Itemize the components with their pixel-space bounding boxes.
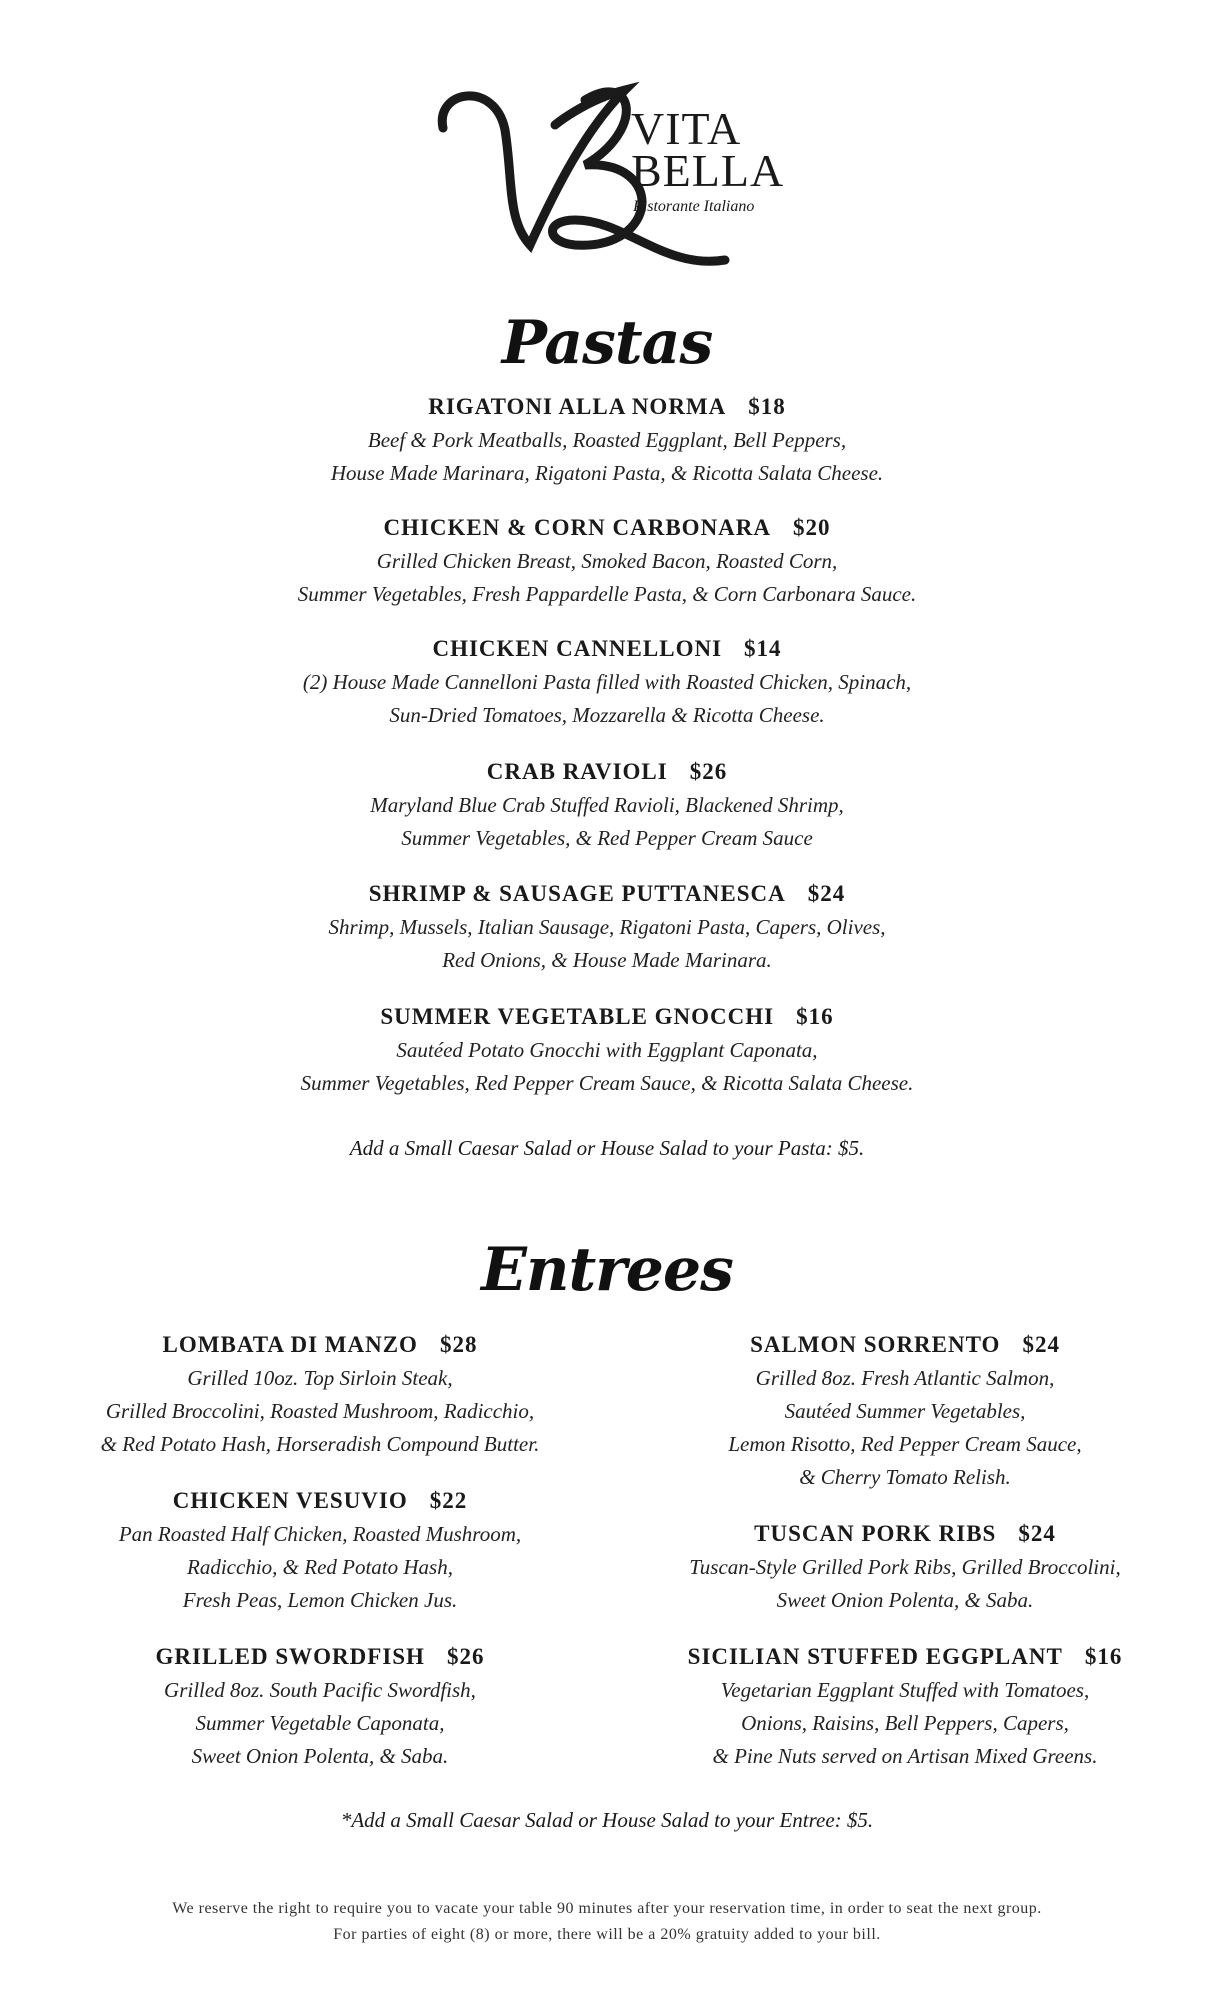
item-desc-line: Grilled 8oz. Fresh Atlantic Salmon, [755,1366,1055,1390]
item-price: $26 [689,759,728,784]
menu-item [40,1328,600,1461]
item-desc-line: Radicchio, & Red Potato Hash, [187,1555,453,1579]
menu-item [0,877,1214,977]
item-price: $24 [1022,1332,1060,1357]
item-desc-line: Maryland Blue Crab Stuffed Ravioli, Blackened Shrimp, [370,793,844,817]
brand-subtitle: Ristorante Italiano [633,198,755,215]
item-desc-line: Sweet Onion Polenta, & Saba. [776,1588,1034,1612]
item-price: $26 [446,1644,485,1669]
menu-item [0,390,1214,490]
policy-footer [0,1896,1214,1948]
item-desc-line: Red Onions, & House Made Marinara. [442,948,772,972]
item-price: $18 [748,394,786,419]
item-price: $16 [796,1004,834,1029]
item-desc-line: Summer Vegetables, Fresh Pappardelle Pasta, & Corn Carbonara Sauce. [297,582,917,606]
item-desc-line: Summer Vegetables, Red Pepper Cream Sauce, & Ricotta Salata Cheese. [300,1071,914,1095]
item-price: $28 [439,1332,478,1357]
restaurant-logo [435,70,795,280]
item-desc-line: Fresh Peas, Lemon Chicken Jus. [182,1588,458,1612]
item-name: RIGATONI ALLA NORMA [428,394,727,419]
item-desc-line: Summer Vegetables, & Red Pepper Cream Sauce [401,826,813,850]
item-desc-line: Summer Vegetable Caponata, [195,1711,445,1735]
item-desc-line: Tuscan-Style Grilled Pork Ribs, Grilled Broccolini, [689,1555,1121,1579]
item-desc-line: Lemon Risotto, Red Pepper Cream Sauce, [728,1432,1082,1456]
item-name: SALMON SORRENTO [750,1332,1001,1357]
menu-item [40,1484,600,1617]
item-price: $20 [793,515,831,540]
item-desc-line: Shrimp, Mussels, Italian Sausage, Rigatoni Pasta, Capers, Olives, [328,915,886,939]
menu-item [620,1640,1190,1773]
item-price: $16 [1084,1644,1123,1669]
item-desc-line: & Red Potato Hash, Horseradish Compound Butter. [100,1432,540,1456]
item-name: SUMMER VEGETABLE GNOCCHI [380,1004,775,1029]
item-name: SHRIMP & SAUSAGE PUTTANESCA [368,881,786,906]
item-name: CHICKEN CANNELLONI [432,636,723,661]
item-name: LOMBATA DI MANZO [162,1332,418,1357]
menu-item [0,1000,1214,1100]
item-desc-line: (2) House Made Cannelloni Pasta filled with Roasted Chicken, Spinach, [302,670,912,694]
menu-item [0,632,1214,732]
item-name: GRILLED SWORDFISH [155,1644,425,1669]
item-desc-line: Pan Roasted Half Chicken, Roasted Mushroom, [118,1522,522,1546]
item-desc-line: & Pine Nuts served on Artisan Mixed Greens. [712,1744,1098,1768]
item-price: $14 [744,636,782,661]
item-desc-line: Grilled 8oz. South Pacific Swordfish, [164,1678,476,1702]
menu-item [620,1328,1190,1494]
item-desc-line: Vegetarian Eggplant Stuffed with Tomatoes, [720,1678,1090,1702]
item-desc-line: House Made Marinara, Rigatoni Pasta, & Ricotta Salata Cheese. [330,461,884,485]
item-price: $24 [807,881,846,906]
item-desc-line: Sautéed Summer Vegetables, [784,1399,1026,1423]
pastas-heading: Pastas [501,308,713,378]
item-name: TUSCAN PORK RIBS [754,1521,997,1546]
entrees-heading: Entrees [481,1235,733,1305]
entree-salad-note: *Add a Small Caesar Salad or House Salad to your Entree: $5. [340,1808,874,1832]
item-name: CRAB RAVIOLI [486,759,668,784]
menu-item [0,511,1214,611]
item-price: $22 [429,1488,468,1513]
brand-name: VITA BELLA [631,103,785,196]
item-desc-line: Sautéed Potato Gnocchi with Eggplant Caponata, [396,1038,818,1062]
item-desc-line: Onions, Raisins, Bell Peppers, Capers, [741,1711,1069,1735]
reservation-policy: We reserve the right to require you to vacate your table 90 minutes after your reservation time, in order to seat the next group. [172,1900,1042,1917]
item-desc-line: Sun-Dried Tomatoes, Mozzarella & Ricotta Cheese. [389,703,825,727]
pasta-salad-note: Add a Small Caesar Salad or House Salad to your Pasta: $5. [349,1136,865,1160]
item-desc-line: Grilled 10oz. Top Sirloin Steak, [187,1366,453,1390]
item-desc-line: & Cherry Tomato Relish. [799,1465,1011,1489]
item-price: $24 [1018,1521,1056,1546]
item-desc-line: Sweet Onion Polenta, & Saba. [191,1744,449,1768]
item-name: SICILIAN STUFFED EGGPLANT [687,1644,1063,1669]
item-desc-line: Grilled Broccolini, Roasted Mushroom, Radicchio, [105,1399,535,1423]
menu-item [620,1517,1190,1617]
menu-item [40,1640,600,1773]
gratuity-policy: For parties of eight (8) or more, there will be a 20% gratuity added to your bill. [333,1926,881,1943]
item-name: CHICKEN & CORN CARBONARA [383,515,772,540]
item-desc-line: Beef & Pork Meatballs, Roasted Eggplant, Bell Peppers, [367,428,847,452]
item-desc-line: Grilled Chicken Breast, Smoked Bacon, Roasted Corn, [376,549,838,573]
item-name: CHICKEN VESUVIO [172,1488,408,1513]
menu-item [0,755,1214,855]
